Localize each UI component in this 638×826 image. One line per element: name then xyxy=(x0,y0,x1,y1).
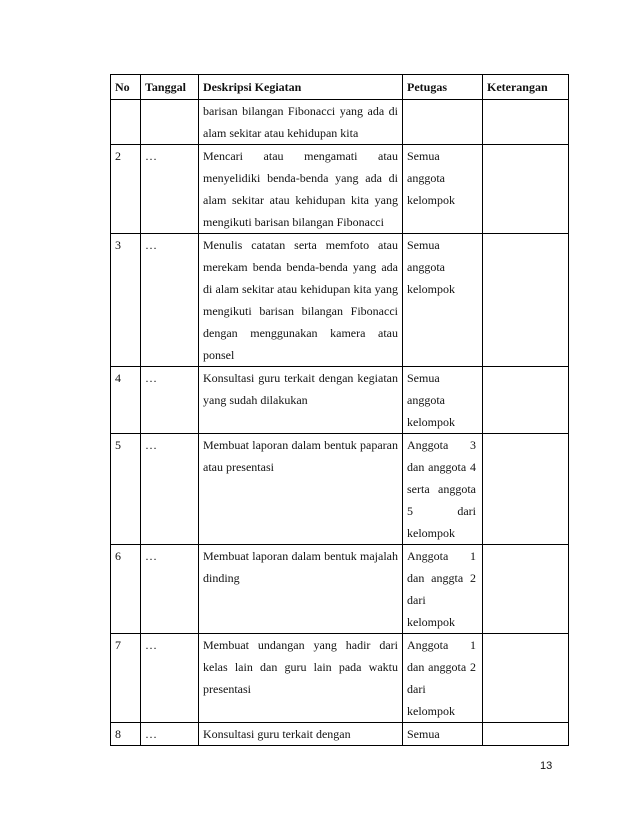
cell-no: 4 xyxy=(111,367,141,434)
header-no: No xyxy=(111,75,141,100)
cell-deskripsi: Membuat undangan yang hadir dari kelas lain dan guru lain pada waktu presentasi xyxy=(199,634,403,723)
cell-tanggal xyxy=(141,100,199,145)
cell-tanggal: … xyxy=(141,145,199,234)
cell-keterangan xyxy=(483,434,569,545)
cell-tanggal: … xyxy=(141,545,199,634)
cell-no: 8 xyxy=(111,723,141,746)
cell-no: 5 xyxy=(111,434,141,545)
table-row xyxy=(111,545,569,634)
cell-deskripsi: Membuat laporan dalam bentuk paparan atau presentasi xyxy=(199,434,403,545)
cell-deskripsi: Konsultasi guru terkait dengan kegiatan yang sudah dilakukan xyxy=(199,367,403,434)
cell-no: 6 xyxy=(111,545,141,634)
cell-deskripsi: Membuat laporan dalam bentuk majalah dinding xyxy=(199,545,403,634)
cell-petugas: Anggota 1 dan anggota 2 dari kelompok xyxy=(403,634,483,723)
cell-tanggal: … xyxy=(141,367,199,434)
table-row xyxy=(111,434,569,545)
cell-deskripsi: Konsultasi guru terkait dengan xyxy=(199,723,403,746)
cell-deskripsi: Mencari atau mengamati atau menyelidiki benda-benda yang ada di alam sekitar atau kehidupan kita yang mengikuti barisan bilangan Fibonacci xyxy=(199,145,403,234)
cell-keterangan xyxy=(483,234,569,367)
table-row xyxy=(111,723,569,746)
cell-deskripsi: barisan bilangan Fibonacci yang ada di alam sekitar atau kehidupan kita xyxy=(199,100,403,145)
cell-petugas: Semua anggota kelompok xyxy=(403,234,483,367)
cell-petugas: Semua xyxy=(403,723,483,746)
table-header-row xyxy=(111,75,569,100)
table-row xyxy=(111,100,569,145)
cell-no: 7 xyxy=(111,634,141,723)
page-number: 13 xyxy=(540,760,553,772)
cell-petugas: Semua anggota kelompok xyxy=(403,145,483,234)
cell-keterangan xyxy=(483,100,569,145)
table-row xyxy=(111,367,569,434)
table-row xyxy=(111,234,569,367)
cell-keterangan xyxy=(483,545,569,634)
cell-petugas: Semua anggota kelompok xyxy=(403,367,483,434)
cell-no: 3 xyxy=(111,234,141,367)
cell-tanggal: … xyxy=(141,434,199,545)
cell-no xyxy=(111,100,141,145)
header-petugas: Petugas xyxy=(403,75,483,100)
cell-no: 2 xyxy=(111,145,141,234)
cell-petugas xyxy=(403,100,483,145)
cell-keterangan xyxy=(483,367,569,434)
cell-tanggal: … xyxy=(141,723,199,746)
cell-keterangan xyxy=(483,145,569,234)
cell-tanggal: … xyxy=(141,234,199,367)
cell-deskripsi: Menulis catatan serta memfoto atau merekam benda benda-benda yang ada di alam sekitar atau kehidupan kita yang mengikuti barisan bilangan Fibonacci dengan menggunakan kamera atau ponsel xyxy=(199,234,403,367)
header-deskripsi: Deskripsi Kegiatan xyxy=(199,75,403,100)
cell-petugas: Anggota 3 dan anggota 4 serta anggota 5 dari kelompok xyxy=(403,434,483,545)
cell-keterangan xyxy=(483,723,569,746)
header-keterangan: Keterangan xyxy=(483,75,569,100)
activity-schedule-table xyxy=(110,74,569,746)
header-tanggal: Tanggal xyxy=(141,75,199,100)
table-row xyxy=(111,145,569,234)
table-row xyxy=(111,634,569,723)
cell-petugas: Anggota 1 dan anggta 2 dari kelompok xyxy=(403,545,483,634)
cell-keterangan xyxy=(483,634,569,723)
cell-tanggal: … xyxy=(141,634,199,723)
